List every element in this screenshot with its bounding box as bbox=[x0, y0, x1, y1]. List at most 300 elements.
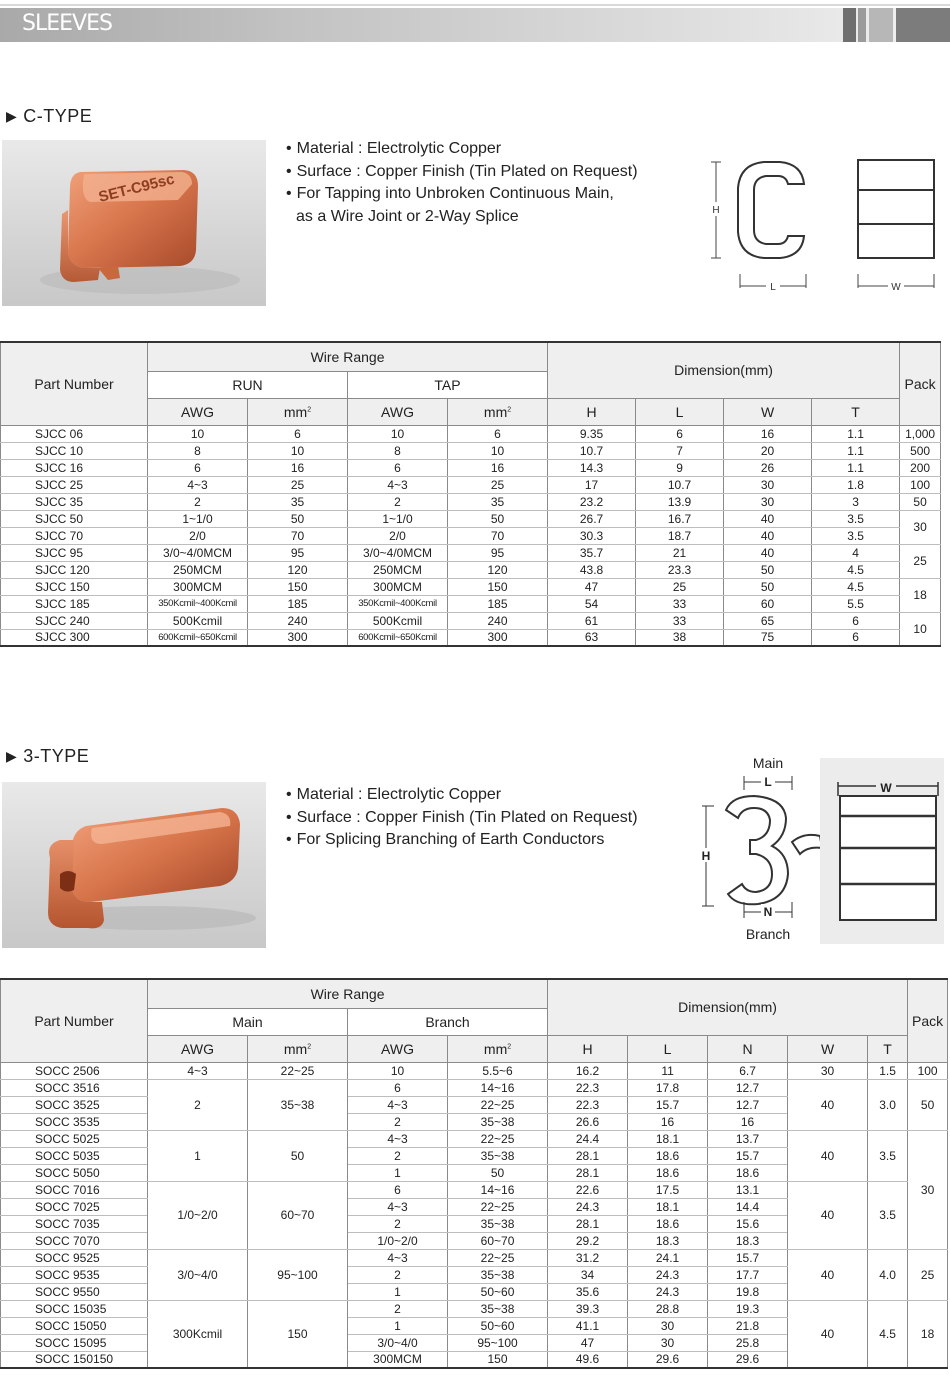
col-header-dimension: Dimension(mm) bbox=[548, 979, 908, 1035]
table-cell: 300MCM bbox=[148, 578, 248, 595]
dim-label-l: L bbox=[764, 775, 772, 789]
table-cell: 47 bbox=[548, 578, 636, 595]
table-cell: 24.1 bbox=[628, 1249, 708, 1266]
table-cell: 18.6 bbox=[628, 1164, 708, 1181]
table-cell: 28.1 bbox=[548, 1147, 628, 1164]
table-cell: 4.5 bbox=[868, 1300, 908, 1368]
table-cell: 10 bbox=[900, 612, 941, 646]
triangle-right-icon: ▶ bbox=[6, 108, 18, 124]
table-cell: 30 bbox=[628, 1334, 708, 1351]
table-cell: 40 bbox=[788, 1249, 868, 1300]
table-cell: 50 bbox=[724, 578, 812, 595]
diagram-label-branch: Branch bbox=[745, 926, 791, 942]
table-cell: 22~25 bbox=[448, 1198, 548, 1215]
table-cell: 500Kcmil bbox=[148, 612, 248, 629]
table-cell: 6 bbox=[348, 1181, 448, 1198]
part-number-cell: SOCC 3516 bbox=[1, 1079, 148, 1096]
table-cell: 35~38 bbox=[448, 1215, 548, 1232]
table-cell: 35.7 bbox=[548, 544, 636, 561]
table-cell: 50~60 bbox=[448, 1317, 548, 1334]
table-cell: 25 bbox=[908, 1249, 948, 1300]
table-cell: 10 bbox=[448, 442, 548, 459]
table-cell: 185 bbox=[248, 595, 348, 612]
col-header-w: W bbox=[788, 1035, 868, 1062]
part-number-cell: SJCC 50 bbox=[1, 510, 148, 527]
table-cell: 17 bbox=[548, 476, 636, 493]
part-number-cell: SJCC 300 bbox=[1, 629, 148, 646]
table-cell: 29.6 bbox=[628, 1351, 708, 1368]
table-cell: 4~3 bbox=[348, 1130, 448, 1147]
table-cell: 1.1 bbox=[812, 459, 900, 476]
table-cell: 95~100 bbox=[448, 1334, 548, 1351]
table-cell: 4~3 bbox=[148, 1062, 248, 1079]
table-cell: 30 bbox=[900, 510, 941, 544]
table-cell: 300Kcmil bbox=[148, 1300, 248, 1368]
table-cell: 50 bbox=[900, 493, 941, 510]
part-number-cell: SJCC 16 bbox=[1, 459, 148, 476]
table-cell: 22~25 bbox=[448, 1130, 548, 1147]
table-cell: 4~3 bbox=[348, 1249, 448, 1266]
table-cell: 24.3 bbox=[628, 1266, 708, 1283]
table-cell: 17.7 bbox=[708, 1266, 788, 1283]
table-cell: 22~25 bbox=[248, 1062, 348, 1079]
feature-item: • Surface : Copper Finish (Tin Plated on Request) bbox=[286, 807, 638, 830]
table-cell: 33 bbox=[636, 612, 724, 629]
table-cell: 49.6 bbox=[548, 1351, 628, 1368]
table-cell: 18.6 bbox=[708, 1164, 788, 1181]
table-cell: 34 bbox=[548, 1266, 628, 1283]
table-cell: 300MCM bbox=[348, 578, 448, 595]
col-header-awg: AWG bbox=[148, 1035, 248, 1062]
table-cell: 2 bbox=[148, 493, 248, 510]
table-cell: 3/0~4/0MCM bbox=[148, 544, 248, 561]
part-number-cell: SOCC 5025 bbox=[1, 1130, 148, 1147]
table-cell: 50 bbox=[448, 510, 548, 527]
table-cell: 19.8 bbox=[708, 1283, 788, 1300]
header-accent-block bbox=[858, 8, 866, 42]
table-row bbox=[1, 561, 941, 578]
table-cell: 18.3 bbox=[628, 1232, 708, 1249]
table-cell: 22.6 bbox=[548, 1181, 628, 1198]
part-number-cell: SOCC 7016 bbox=[1, 1181, 148, 1198]
table-cell: 95 bbox=[448, 544, 548, 561]
table-cell: 28.1 bbox=[548, 1164, 628, 1181]
col-header-dimension: Dimension(mm) bbox=[548, 342, 900, 398]
table-row bbox=[1, 476, 941, 493]
col-header-part-number: Part Number bbox=[1, 979, 148, 1062]
table-cell: 50 bbox=[248, 510, 348, 527]
col-header-awg: AWG bbox=[348, 398, 448, 425]
part-number-cell: SJCC 240 bbox=[1, 612, 148, 629]
table-cell: 2 bbox=[148, 1079, 248, 1130]
table-cell: 28.8 bbox=[628, 1300, 708, 1317]
table-cell: 40 bbox=[788, 1130, 868, 1181]
table-cell: 60~70 bbox=[448, 1232, 548, 1249]
table-cell: 61 bbox=[548, 612, 636, 629]
col-header-part-number: Part Number bbox=[1, 342, 148, 425]
table-cell: 63 bbox=[548, 629, 636, 646]
table-cell: 40 bbox=[724, 544, 812, 561]
table-cell: 40 bbox=[788, 1181, 868, 1249]
table-cell: 9.35 bbox=[548, 425, 636, 442]
table-cell: 16 bbox=[724, 425, 812, 442]
part-number-cell: SOCC 7035 bbox=[1, 1215, 148, 1232]
part-number-cell: SJCC 10 bbox=[1, 442, 148, 459]
table-cell: 17.5 bbox=[628, 1181, 708, 1198]
table-cell: 12.7 bbox=[708, 1096, 788, 1113]
part-number-cell: SOCC 15050 bbox=[1, 1317, 148, 1334]
table-cell: 185 bbox=[448, 595, 548, 612]
table-cell: 15.6 bbox=[708, 1215, 788, 1232]
table-cell: 6 bbox=[248, 425, 348, 442]
table-cell: 30 bbox=[788, 1062, 868, 1079]
table-cell: 35~38 bbox=[448, 1266, 548, 1283]
table-row bbox=[1, 1300, 948, 1317]
table-row bbox=[1, 578, 941, 595]
table-cell: 250MCM bbox=[348, 561, 448, 578]
table-cell: 3.5 bbox=[868, 1130, 908, 1181]
table-cell: 6 bbox=[636, 425, 724, 442]
feature-item: • For Tapping into Unbroken Continuous Main, bbox=[286, 183, 638, 206]
table-cell: 240 bbox=[248, 612, 348, 629]
table-cell: 1.8 bbox=[812, 476, 900, 493]
table-cell: 2 bbox=[348, 1215, 448, 1232]
three-type-spec-table bbox=[0, 978, 948, 1369]
table-cell: 1 bbox=[348, 1283, 448, 1300]
table-cell: 26 bbox=[724, 459, 812, 476]
table-cell: 500Kcmil bbox=[348, 612, 448, 629]
header-top-line bbox=[0, 4, 950, 6]
table-cell: 18.7 bbox=[636, 527, 724, 544]
table-row bbox=[1, 544, 941, 561]
three-type-product-photo bbox=[2, 782, 266, 948]
three-type-title: 3-TYPE bbox=[23, 746, 90, 766]
table-row bbox=[1, 1130, 948, 1147]
part-number-cell: SOCC 15035 bbox=[1, 1300, 148, 1317]
part-number-cell: SJCC 25 bbox=[1, 476, 148, 493]
table-cell: 4~3 bbox=[348, 1096, 448, 1113]
table-cell: 35~38 bbox=[248, 1079, 348, 1130]
table-cell: 2/0 bbox=[348, 527, 448, 544]
feature-item: • Material : Electrolytic Copper bbox=[286, 784, 638, 807]
table-cell: 1,000 bbox=[900, 425, 941, 442]
table-cell: 18 bbox=[908, 1300, 948, 1368]
part-number-cell: SOCC 7070 bbox=[1, 1232, 148, 1249]
table-cell: 5.5~6 bbox=[448, 1062, 548, 1079]
part-number-cell: SJCC 95 bbox=[1, 544, 148, 561]
c-type-dimension-diagram bbox=[706, 150, 946, 300]
table-cell: 75 bbox=[724, 629, 812, 646]
table-cell: 2/0 bbox=[148, 527, 248, 544]
table-cell: 18.3 bbox=[708, 1232, 788, 1249]
table-cell: 25 bbox=[448, 476, 548, 493]
table-cell: 600Kcmil~650Kcmil bbox=[348, 629, 448, 646]
part-number-cell: SJCC 185 bbox=[1, 595, 148, 612]
table-cell: 12.7 bbox=[708, 1079, 788, 1096]
table-cell: 100 bbox=[900, 476, 941, 493]
table-cell: 35~38 bbox=[448, 1300, 548, 1317]
table-cell: 30 bbox=[724, 493, 812, 510]
col-header-pack: Pack bbox=[900, 342, 941, 425]
feature-item: • For Splicing Branching of Earth Conductors bbox=[286, 829, 638, 852]
table-cell: 95 bbox=[248, 544, 348, 561]
table-cell: 65 bbox=[724, 612, 812, 629]
table-cell: 4.5 bbox=[812, 578, 900, 595]
col-header-h: H bbox=[548, 1035, 628, 1062]
dim-label-h: H bbox=[701, 849, 711, 863]
table-cell: 33 bbox=[636, 595, 724, 612]
table-cell: 16 bbox=[628, 1113, 708, 1130]
table-cell: 22~25 bbox=[448, 1249, 548, 1266]
table-cell: 18 bbox=[900, 578, 941, 612]
table-cell: 4.5 bbox=[812, 561, 900, 578]
col-header-l: L bbox=[636, 398, 724, 425]
table-cell: 2 bbox=[348, 1147, 448, 1164]
table-cell: 1 bbox=[348, 1164, 448, 1181]
table-cell: 43.8 bbox=[548, 561, 636, 578]
table-cell: 50 bbox=[724, 561, 812, 578]
part-number-cell: SOCC 5035 bbox=[1, 1147, 148, 1164]
table-cell: 3 bbox=[812, 493, 900, 510]
c-type-heading bbox=[6, 106, 92, 127]
col-header-h: H bbox=[548, 398, 636, 425]
table-cell: 95~100 bbox=[248, 1249, 348, 1300]
table-cell: 1.5 bbox=[868, 1062, 908, 1079]
table-cell: 6 bbox=[812, 629, 900, 646]
col-header-l: L bbox=[628, 1035, 708, 1062]
table-cell: 4~3 bbox=[148, 476, 248, 493]
table-cell: 40 bbox=[724, 527, 812, 544]
table-row bbox=[1, 527, 941, 544]
table-cell: 21.8 bbox=[708, 1317, 788, 1334]
table-cell: 35.6 bbox=[548, 1283, 628, 1300]
table-cell: 30 bbox=[724, 476, 812, 493]
table-cell: 17.8 bbox=[628, 1079, 708, 1096]
table-cell: 60~70 bbox=[248, 1181, 348, 1249]
table-cell: 14~16 bbox=[448, 1079, 548, 1096]
header-bar bbox=[0, 8, 950, 42]
c-type-feature-list bbox=[286, 138, 638, 228]
three-type-dimension-diagram bbox=[692, 752, 946, 948]
table-cell: 4 bbox=[812, 544, 900, 561]
table-cell: 21 bbox=[636, 544, 724, 561]
table-cell: 6 bbox=[812, 612, 900, 629]
table-row bbox=[1, 459, 941, 476]
table-cell: 1 bbox=[348, 1317, 448, 1334]
table-cell: 60 bbox=[724, 595, 812, 612]
col-header-mm2: $mm^2$ bbox=[448, 398, 548, 425]
table-cell: 3/0~4/0 bbox=[148, 1249, 248, 1300]
table-row bbox=[1, 1062, 948, 1079]
table-cell: 22~25 bbox=[448, 1096, 548, 1113]
table-cell: 23.3 bbox=[636, 561, 724, 578]
diagram-label-main: Main bbox=[752, 755, 784, 771]
table-row bbox=[1, 1181, 948, 1198]
part-number-cell: SOCC 3535 bbox=[1, 1113, 148, 1130]
table-row bbox=[1, 510, 941, 527]
col-header-pack: Pack bbox=[908, 979, 948, 1062]
col-header-w: W bbox=[724, 398, 812, 425]
table-cell: 1/0~2/0 bbox=[148, 1181, 248, 1249]
table-cell: 3.5 bbox=[868, 1181, 908, 1249]
table-cell: 50 bbox=[908, 1079, 948, 1130]
table-cell: 4~3 bbox=[348, 476, 448, 493]
page-title: SLEEVES bbox=[22, 11, 112, 36]
dim-label-n: N bbox=[763, 905, 773, 919]
part-number-cell: SOCC 15095 bbox=[1, 1334, 148, 1351]
c-type-photo-label: SET-C95sc bbox=[96, 170, 177, 206]
table-cell: 1~1/0 bbox=[348, 510, 448, 527]
table-cell: 10 bbox=[348, 425, 448, 442]
table-cell: 6.7 bbox=[708, 1062, 788, 1079]
feature-item: • Surface : Copper Finish (Tin Plated on Request) bbox=[286, 161, 638, 184]
table-cell: 250MCM bbox=[148, 561, 248, 578]
part-number-cell: SOCC 7025 bbox=[1, 1198, 148, 1215]
table-cell: 6 bbox=[348, 1079, 448, 1096]
table-cell: 23.2 bbox=[548, 493, 636, 510]
part-number-cell: SJCC 70 bbox=[1, 527, 148, 544]
table-cell: 10 bbox=[348, 1062, 448, 1079]
table-cell: 120 bbox=[448, 561, 548, 578]
part-number-cell: SJCC 120 bbox=[1, 561, 148, 578]
header-accent-block bbox=[896, 8, 950, 42]
table-cell: 38 bbox=[636, 629, 724, 646]
table-cell: 8 bbox=[148, 442, 248, 459]
part-number-cell: SJCC 150 bbox=[1, 578, 148, 595]
table-cell: 1.1 bbox=[812, 425, 900, 442]
table-cell: 22.3 bbox=[548, 1079, 628, 1096]
table-cell: 70 bbox=[248, 527, 348, 544]
table-cell: 28.1 bbox=[548, 1215, 628, 1232]
table-cell: 25.8 bbox=[708, 1334, 788, 1351]
table-cell: 16 bbox=[248, 459, 348, 476]
table-cell: 50~60 bbox=[448, 1283, 548, 1300]
table-cell: 40 bbox=[724, 510, 812, 527]
part-number-cell: SOCC 150150 bbox=[1, 1351, 148, 1368]
table-cell: 1 bbox=[148, 1130, 248, 1181]
table-cell: 10 bbox=[148, 425, 248, 442]
table-cell: 35 bbox=[448, 493, 548, 510]
table-cell: 4~3 bbox=[348, 1198, 448, 1215]
table-cell: 30 bbox=[628, 1317, 708, 1334]
col-header-mm2: $mm^2$ bbox=[248, 398, 348, 425]
table-cell: 2 bbox=[348, 1266, 448, 1283]
table-row bbox=[1, 629, 941, 646]
table-cell: 30.3 bbox=[548, 527, 636, 544]
table-cell: 14.4 bbox=[708, 1198, 788, 1215]
table-cell: 15.7 bbox=[708, 1249, 788, 1266]
table-cell: 3/0~4/0MCM bbox=[348, 544, 448, 561]
table-cell: 16 bbox=[448, 459, 548, 476]
col-header-awg: AWG bbox=[148, 398, 248, 425]
table-cell: 1/0~2/0 bbox=[348, 1232, 448, 1249]
table-cell: 16 bbox=[708, 1113, 788, 1130]
table-cell: 31.2 bbox=[548, 1249, 628, 1266]
table-cell: 35 bbox=[248, 493, 348, 510]
table-cell: 25 bbox=[900, 544, 941, 578]
table-cell: 54 bbox=[548, 595, 636, 612]
table-cell: 150 bbox=[248, 578, 348, 595]
table-cell: 40 bbox=[788, 1079, 868, 1130]
table-cell: 13.7 bbox=[708, 1130, 788, 1147]
dim-label-h: H bbox=[712, 205, 720, 216]
table-cell: 5.5 bbox=[812, 595, 900, 612]
table-cell: 350Kcmil~400Kcmil bbox=[348, 595, 448, 612]
table-cell: 11 bbox=[628, 1062, 708, 1079]
table-cell: 4.0 bbox=[868, 1249, 908, 1300]
table-row bbox=[1, 612, 941, 629]
table-row bbox=[1, 442, 941, 459]
table-cell: 200 bbox=[900, 459, 941, 476]
table-cell: 20 bbox=[724, 442, 812, 459]
table-cell: 18.1 bbox=[628, 1198, 708, 1215]
table-row bbox=[1, 425, 941, 442]
table-cell: 18.1 bbox=[628, 1130, 708, 1147]
table-cell: 240 bbox=[448, 612, 548, 629]
table-row bbox=[1, 493, 941, 510]
table-cell: 40 bbox=[788, 1300, 868, 1368]
table-cell: 6 bbox=[448, 425, 548, 442]
col-header-run: RUN bbox=[148, 371, 348, 398]
table-cell: 100 bbox=[908, 1062, 948, 1079]
table-cell: 35~38 bbox=[448, 1113, 548, 1130]
part-number-cell: SOCC 9535 bbox=[1, 1266, 148, 1283]
table-cell: 3.0 bbox=[868, 1079, 908, 1130]
table-cell: 18.6 bbox=[628, 1215, 708, 1232]
table-cell: 14~16 bbox=[448, 1181, 548, 1198]
table-cell: 41.1 bbox=[548, 1317, 628, 1334]
header-accent-block bbox=[843, 8, 856, 42]
table-cell: 29.6 bbox=[708, 1351, 788, 1368]
table-cell: 120 bbox=[248, 561, 348, 578]
table-cell: 70 bbox=[448, 527, 548, 544]
table-cell: 14.3 bbox=[548, 459, 636, 476]
table-row bbox=[1, 1249, 948, 1266]
table-cell: 500 bbox=[900, 442, 941, 459]
header-accent-block bbox=[869, 8, 893, 42]
table-cell: 2 bbox=[348, 1113, 448, 1130]
dim-label-w: W bbox=[880, 781, 892, 795]
table-cell: 22.3 bbox=[548, 1096, 628, 1113]
table-cell: 30 bbox=[908, 1130, 948, 1249]
table-cell: 50 bbox=[248, 1130, 348, 1181]
table-cell: 29.2 bbox=[548, 1232, 628, 1249]
table-cell: 3.5 bbox=[812, 510, 900, 527]
col-header-wire-range: Wire Range bbox=[148, 342, 548, 371]
table-cell: 16.2 bbox=[548, 1062, 628, 1079]
table-cell: 16.7 bbox=[636, 510, 724, 527]
table-row bbox=[1, 1079, 948, 1096]
table-cell: 1~1/0 bbox=[148, 510, 248, 527]
table-cell: 47 bbox=[548, 1334, 628, 1351]
table-cell: 18.6 bbox=[628, 1147, 708, 1164]
table-cell: 600Kcmil~650Kcmil bbox=[148, 629, 248, 646]
table-cell: 6 bbox=[148, 459, 248, 476]
dim-label-l: L bbox=[770, 282, 776, 293]
feature-item: as a Wire Joint or 2-Way Splice bbox=[296, 207, 519, 225]
table-cell: 7 bbox=[636, 442, 724, 459]
table-cell: 24.3 bbox=[548, 1198, 628, 1215]
table-cell: 24.4 bbox=[548, 1130, 628, 1147]
table-cell: 3.5 bbox=[812, 527, 900, 544]
table-cell: 15.7 bbox=[708, 1147, 788, 1164]
table-cell: 13.9 bbox=[636, 493, 724, 510]
c-type-title: C-TYPE bbox=[23, 106, 93, 126]
table-cell: 6 bbox=[348, 459, 448, 476]
c-type-spec-table bbox=[0, 341, 941, 647]
triangle-right-icon: ▶ bbox=[6, 748, 18, 764]
table-cell: 10 bbox=[248, 442, 348, 459]
